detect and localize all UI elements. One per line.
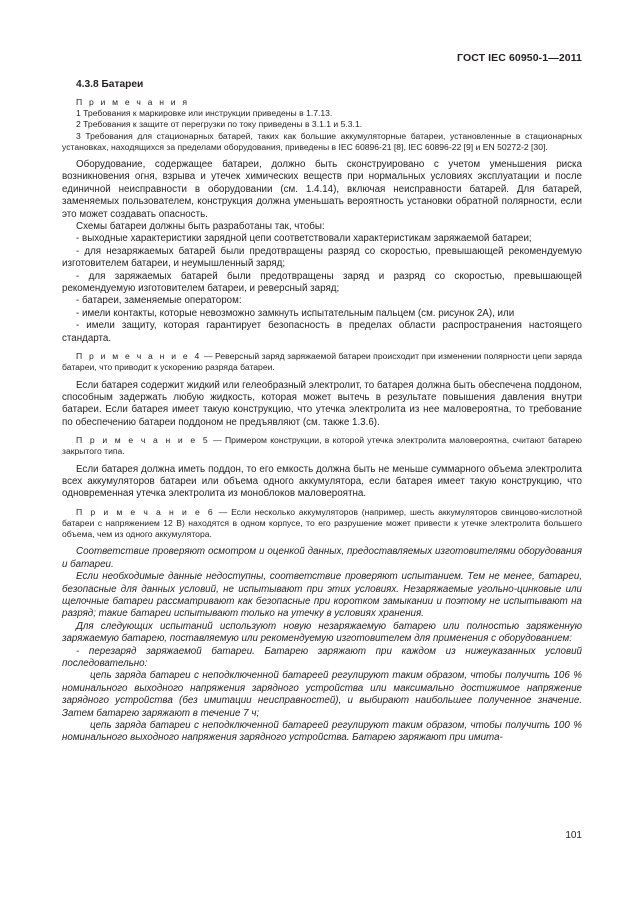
note-body: — Реверсный заряд заряжаемой батареи происходит при изменении полярности цепи заряда батареи, что приводит к ускорению разряда батареи. bbox=[62, 351, 582, 373]
list-item: - имели защиту, которая гарантирует безопасность в пределах области распространения настоящего стандарта. bbox=[62, 320, 582, 344]
italic-paragraph: - перезаряд заряжаемой батареи. Батарею заряжают при каждом из нижеуказанных условий последовательно: bbox=[62, 645, 582, 670]
note-block-1 bbox=[62, 97, 582, 153]
paragraph: Если батарея содержит жидкий или гелеобразный электролит, то батарея должна быть обеспечена поддоном, способным задержать любую жидкость, которая может вытечь в результате повышения давления внутри батареи. Если батарея имеет такую конструкцию, что утечка электролита из нее маловероятна, то требование по обеспечению батареи поддоном не предъявляют (см. также 1.3.6). bbox=[62, 379, 582, 428]
italic-paragraph: Соответствие проверяют осмотром и оценкой данных, предоставляемых изготовителями оборудования и батареи. bbox=[62, 546, 582, 570]
main-text-3 bbox=[62, 464, 582, 501]
note-block-6 bbox=[62, 507, 582, 541]
note-item: 3 Требования для стационарных батарей, таких как большие аккумуляторные батареи, установленные в стационарных установках, находящихся за пределами оборудования, приведены в IEC 60896-21 [8], IEC 60896-22 [9] и EN 50272-2 [30]. bbox=[62, 130, 582, 152]
list-item: - выходные характеристики зарядной цепи соответствовали характеристикам заряжаемой батареи; bbox=[76, 233, 532, 245]
note-block-5 bbox=[62, 435, 582, 457]
main-text-2 bbox=[62, 380, 582, 430]
note-body: — Примером конструкции, в которой утечка электролита маловероятна, считают батарею закрытого типа. bbox=[62, 435, 582, 457]
list-item: - имели контакты, которые невозможно замкнуть испытательным пальцем (см. рисунок 2А), или bbox=[76, 307, 515, 319]
italic-paragraph: Для следующих испытаний используют новую незаряжаемую батарею или полностью заряженную заряжаемую батарею, поставляемую или рекомендуемую изготовителем для применения с оборудованием: bbox=[62, 620, 582, 645]
page-content bbox=[62, 78, 582, 745]
italic-paragraph: Если необходимые данные недоступны, соответствие проверяют испытанием. Тем не менее, батареи, безопасные для данных условий, не испытывают при этих условиях. Незаряжаемые угольно-цинковые или щелочные батареи рассматривают как безопасные при коротком замыкании и поэтому не испытывают на разряд; такие батареи испытывают только на утечку в условиях хранения. bbox=[62, 571, 582, 620]
note-body: — Если несколько аккумуляторов (например, шесть аккумуляторов свинцово-кислотной батареи с напряжением 12 В) находятся в одном корпусе, то его разрушение может привести к утечке электролита большего объема, чем из одного аккумулятора. bbox=[62, 506, 582, 540]
page-number: 101 bbox=[565, 830, 582, 841]
italic-paragraph: цепь заряда батареи с неподключенной батареей регулируют таким образом, чтобы получить 106 % номинального выходного напряжения зарядного устройства или максимально достижимое напряжение зарядного устройства (без имитации неисправностей), и выбирают наибольшее полученное значение. Затем батарею заряжают в течение 7 ч; bbox=[62, 670, 582, 719]
note-text bbox=[62, 351, 582, 373]
italic-paragraph: цепь заряда батареи с неподключенной батареей регулируют таким образом, чтобы получить 100 % номинального выходного напряжения зарядного устройства. Батарею заряжают при имита- bbox=[62, 720, 582, 744]
list-item: - для незаряжаемых батарей были предотвращены разряд со скоростью, превышающей рекомендуемую изготовителем батареи, и неумышленный заряд; bbox=[62, 245, 582, 270]
note-label: П р и м е ч а н и я bbox=[76, 97, 190, 107]
standard-header: ГОСТ IEC 60950-1—2011 bbox=[457, 52, 582, 64]
paragraph: Схемы батареи должны быть разработаны так, чтобы: bbox=[76, 221, 325, 233]
main-text bbox=[62, 159, 582, 345]
paragraph: Если батарея должна иметь поддон, то его емкость должна быть не меньше суммарного объема электролита всех аккумуляторов батареи или объема одного аккумулятора, если батарея имеет такую конструкцию, что одновременная утечка электролита из моноблоков маловероятна. bbox=[62, 463, 582, 500]
section-heading: 4.3.8 Батареи bbox=[76, 79, 144, 90]
note-label: П р и м е ч а н и е 4 bbox=[76, 351, 202, 362]
note-text bbox=[62, 507, 582, 541]
note-item: 2 Требования к защите от перегрузки по току приведены в 3.1.1 и 5.3.1. bbox=[76, 119, 363, 130]
note-text bbox=[62, 435, 582, 457]
paragraph: Оборудование, содержащее батареи, должно быть сконструировано с учетом уменьшения риска возникновения огня, взрыва и утечек химических веществ при нормальных условиях эксплуатации и после единичной неисправности в оборудовании (см. 1.4.14), включая неисправности батарей. Для батарей, заменяемых пользователем, конструкция должна уменьшать вероятность установки обратной полярности, если это может создавать опасность. bbox=[62, 159, 582, 220]
italic-text bbox=[62, 546, 582, 745]
note-block-4 bbox=[62, 351, 582, 373]
note-item: 1 Требования к маркировке или инструкции приведены в 1.7.13. bbox=[76, 108, 333, 119]
list-item: - батареи, заменяемые оператором: bbox=[76, 295, 242, 307]
note-label: П р и м е ч а н и е 5 bbox=[76, 435, 210, 446]
note-label: П р и м е ч а н и е 6 bbox=[76, 506, 215, 517]
list-item: - для заряжаемых батарей были предотвращены заряд и разряд со скоростью, превышающей рекомендуемую изготовителем батареи, и реверсный заряд; bbox=[62, 270, 582, 295]
